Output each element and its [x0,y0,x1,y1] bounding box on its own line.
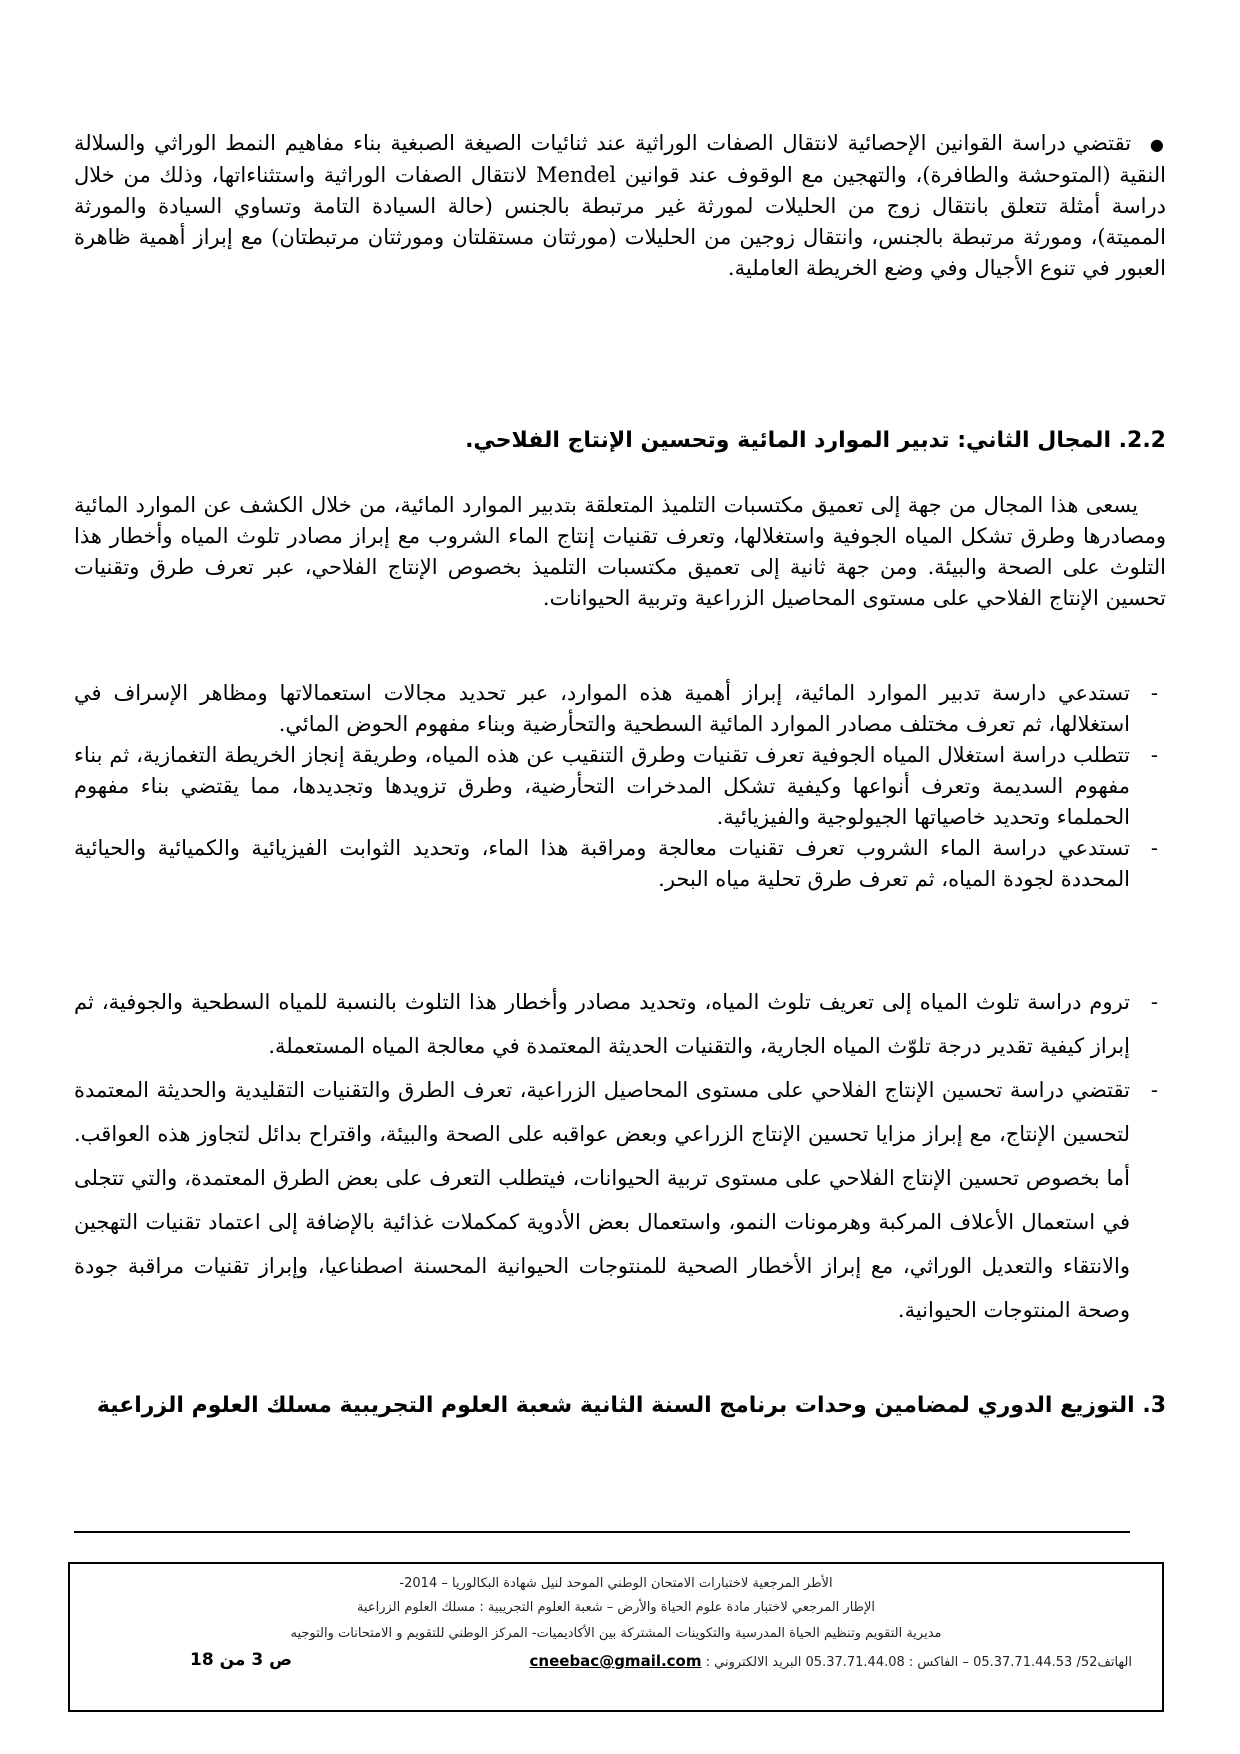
footer-line-3: مديرية التقويم وتنظيم الحياة المدرسية والتكوينات المشتركة بين الأكاديميات- المركز الوطني للتقويم و الامتحانات والتوجيه [290,1626,942,1641]
list-item [74,980,1166,1068]
bullet-icon: ● [1149,135,1166,154]
dash-marker: - [1150,1078,1158,1102]
water-resources-list [74,678,1166,895]
list-item-text: تستدعي دراسة الماء الشروب تعرف تقنيات معالجة ومراقبة هذا الماء، وتحديد الثوابت الفيزيائية والكميائية والحيائية المحددة لجودة المياه، ثم تعرف طرق تحلية مياه البحر. [74,836,1130,891]
page-footer [68,1562,1164,1712]
footer-contact [240,1652,1132,1670]
list-item-text: تقتضي دراسة تحسين الإنتاج الفلاحي على مستوى المحاصيل الزراعية، تعرف الطرق والتقنيات التقليدية والحديثة المعتمدة لتحسين الإنتاج، مع إبراز مزايا تحسين الإنتاج الزراعي وبعض عواقبه على الصحة والبيئة، واقتراح بدائل لتجاوز هذه العواقب. أما بخصوص تحسين الإنتاج الفلاحي على مستوى تربية الحيوانات، فيتطلب التعرف على بعض الطرق المعتمدة، والتي تتجلى في استعمال الأعلاف المركبة وهرمونات النمو، واستعمال بعض الأدوية كمكملات غذائية بالإضافة إلى اعتماد تقنيات التهجين والانتقاء والتعديل الوراثي، مع إبراز الأخطار الصحية للمنتوجات الحيوانية المحسنة اصطناعيا، وإبراز تقنيات مراقبة جودة وصحة المنتوجات الحيوانية. [74,1078,1130,1322]
footer-contact-text: الهاتف52/ 05.37.71.44.53 – الفاكس : 05.37.71.44.08 البريد الالكتروني : [705,1655,1132,1670]
footer-email-link[interactable]: cneebac@gmail.com [529,1652,702,1670]
page-number: ص 3 من 18 [190,1650,292,1670]
intro-paragraph [74,128,1166,284]
footer-line-1: الأطر المرجعية لاختبارات الامتحان الوطني الموحد لنيل شهادة البكالوريا – 2014- [399,1576,833,1591]
section-2-2-heading: 2.2. المجال الثاني: تدبير الموارد المائية وتحسين الإنتاج الفلاحي. [465,428,1166,453]
footer-line-2: الإطار المرجعي لاختبار مادة علوم الحياة والأرض – شعبة العلوم التجريبية : مسلك العلوم الزراعية [356,1600,876,1615]
list-item [74,678,1166,740]
intro-text: تقتضي دراسة القوانين الإحصائية لانتقال الصفات الوراثية عند ثنائيات الصيغة الصبغية بناء مفاهيم النمط الوراثي والسلالة النقية (المتوحشة والطافرة)، والتهجين مع الوقوف عند قوانين Mendel لانتقال الصفات الوراثية واستثناءاتها، وذلك من خلال دراسة أمثلة تتعلق بانتقال زوج من الحليلات لمورثة غير مرتبطة بالجنس (حالة السيادة التامة وتساوي السيادة والمورثة المميتة)، ومورثة مرتبطة بالجنس، وانتقال زوجين من الحليلات (مورثتان مستقلتان ومورثتان مرتبطتان) مع إبراز أهمية ظاهرة العبور في تنوع الأجيال وفي وضع الخريطة العاملية. [74,131,1166,280]
dash-marker: - [1150,743,1158,767]
dash-marker: - [1150,990,1158,1014]
footer-divider [74,1531,1130,1533]
dash-marker: - [1150,681,1158,705]
section-2-2-intro [74,490,1166,614]
list-item-text: تروم دراسة تلوث المياه إلى تعريف تلوث المياه، وتحديد مصادر وأخطار هذا التلوث بالنسبة للمياه السطحية والجوفية، ثم إبراز كيفية تقدير درجة تلوّث المياه الجارية، والتقنيات الحديثة المعتمدة في معالجة المياه المستعملة. [74,990,1130,1058]
pollution-production-list [74,980,1166,1332]
list-item-text: تتطلب دراسة استغلال المياه الجوفية تعرف تقنيات وطرق التنقيب عن هذه المياه، وطريقة إنجاز الخريطة التغمازية، ثم بناء مفهوم السديمة وتعرف أنواعها وكيفية تشكل المدخرات التحأرضية، وطرق تزويدها وتجديدها، مما يقتضي بناء مفهوم الحملماء وتحديد خاصياتها الجيولوجية والفيزيائية. [74,743,1130,829]
list-item [74,740,1166,833]
list-item [74,1068,1166,1332]
dash-marker: - [1150,836,1158,860]
list-item [74,833,1166,895]
section-3-heading: 3. التوزيع الدوري لمضامين وحدات برنامج السنة الثانية شعبة العلوم التجريبية مسلك العلوم الزراعية [96,1393,1166,1418]
section-2-2-intro-text: يسعى هذا المجال من جهة إلى تعميق مكتسبات التلميذ المتعلقة بتدبير الموارد المائية، من خلال الكشف عن الموارد المائية ومصادرها وطرق تشكل المياه الجوفية واستغلالها، وتعرف تقنيات إنتاج الماء الشروب مع إبراز مصادر تلوث المياه وأخطار هذا التلوث على الصحة والبيئة. ومن جهة ثانية إلى تعميق مكتسبات التلميذ بخصوص الإنتاج الفلاحي، عبر تعرف طرق وتقنيات تحسين الإنتاج الفلاحي على مستوى المحاصيل الزراعية وتربية الحيوانات. [74,493,1166,610]
list-item-text: تستدعي دارسة تدبير الموارد المائية، إبراز أهمية هذه الموارد، عبر تحديد مجالات استعمالاتها ومظاهر الإسراف في استغلالها، ثم تعرف مختلف مصادر الموارد المائية السطحية والتحأرضية وبناء مفهوم الحوض المائي. [74,681,1130,736]
